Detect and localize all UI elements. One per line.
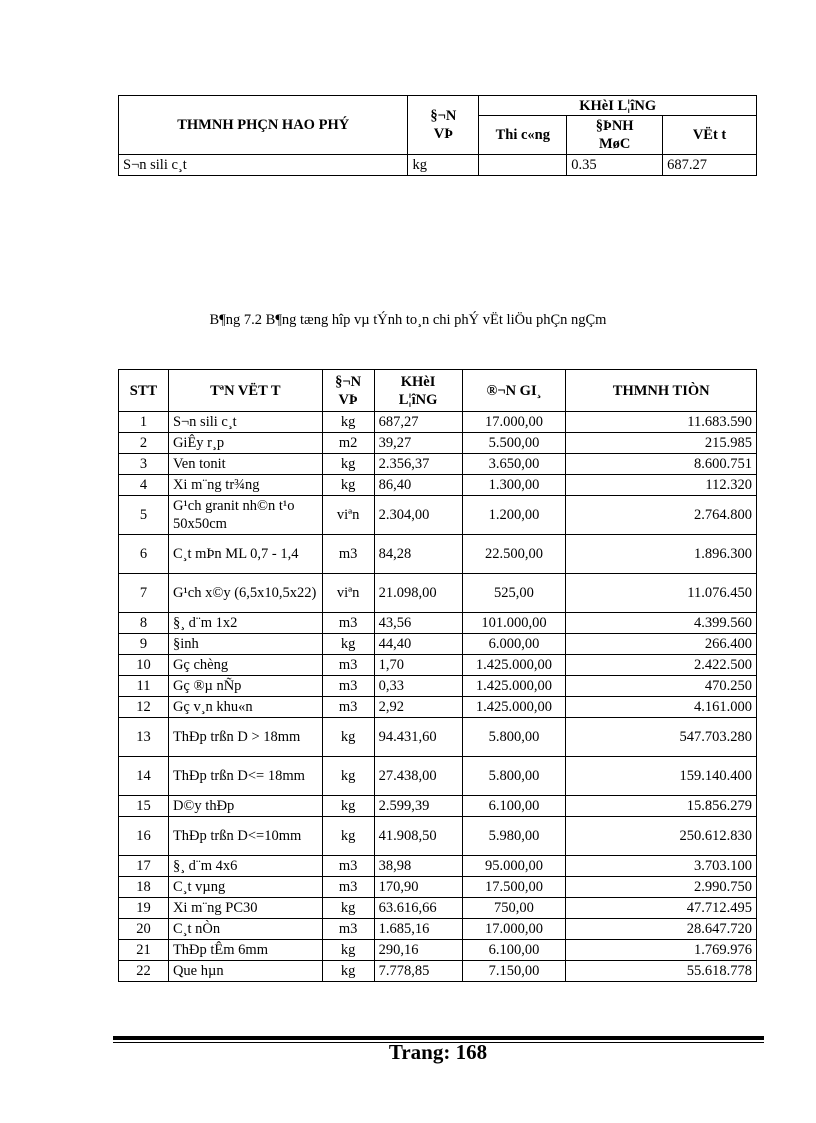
cell-unit-price: 95.000,00 (462, 856, 566, 877)
cell-unit: m3 (322, 919, 374, 940)
cell-amount: 55.618.778 (566, 961, 757, 982)
header-unit (408, 96, 479, 155)
cell-unit-price: 22.500,00 (462, 535, 566, 574)
header-unit-line2: VÞ (433, 126, 454, 142)
cell-stt: 20 (119, 919, 169, 940)
table-row (119, 817, 757, 856)
cell-name: ThÐp trßn D<=10mm (168, 817, 322, 856)
table-row (119, 574, 757, 613)
cell-unit-price: 7.150,00 (462, 961, 566, 982)
cell-unit-price: 5.800,00 (462, 757, 566, 796)
cell-name: C¸t mÞn ML 0,7 - 1,4 (168, 535, 322, 574)
cell-name: D©y thÐp (168, 796, 322, 817)
table-row (119, 613, 757, 634)
material-consumption-table (118, 95, 757, 176)
cell-unit-price: 5.980,00 (462, 817, 566, 856)
cell-quantity: 86,40 (374, 475, 462, 496)
cell-unit-price: 17.500,00 (462, 877, 566, 898)
cell-quantity: 2,92 (374, 697, 462, 718)
table-row (119, 961, 757, 982)
cell-amount: 4.399.560 (566, 613, 757, 634)
cell-stt: 4 (119, 475, 169, 496)
cell-stt: 5 (119, 496, 169, 535)
cell-stt: 2 (119, 433, 169, 454)
header-quantity-line1: KHèI (400, 373, 436, 390)
cell-unit: m3 (322, 697, 374, 718)
cell-amount: 2.764.800 (566, 496, 757, 535)
table-row (119, 433, 757, 454)
table-row (119, 919, 757, 940)
cell-unit-price: 17.000,00 (462, 919, 566, 940)
cell-quantity: 38,98 (374, 856, 462, 877)
cell-stt: 21 (119, 940, 169, 961)
cell-amount: 15.856.279 (566, 796, 757, 817)
cell-unit: kg (322, 796, 374, 817)
cell-name: Gç chèng (168, 655, 322, 676)
cell-stt: 12 (119, 697, 169, 718)
cell-stt: 9 (119, 634, 169, 655)
cell-quantity: 41.908,50 (374, 817, 462, 856)
cell-name: Ven tonit (168, 454, 322, 475)
cell-unit: m3 (322, 877, 374, 898)
cell-quantity: 43,56 (374, 613, 462, 634)
cell-amount: 3.703.100 (566, 856, 757, 877)
header-construction: Thi c«ng (479, 116, 567, 155)
cell-unit: m2 (322, 433, 374, 454)
table-row (119, 877, 757, 898)
cell-unit: kg (322, 412, 374, 433)
cell-quantity: 7.778,85 (374, 961, 462, 982)
cell-unit-price: 1.200,00 (462, 496, 566, 535)
cell-amount: 547.703.280 (566, 718, 757, 757)
cell-unit-price: 6.100,00 (462, 940, 566, 961)
cell-unit: m3 (322, 676, 374, 697)
cell-unit-price: 101.000,00 (462, 613, 566, 634)
cell-stt: 13 (119, 718, 169, 757)
cell-unit-price: 1.425.000,00 (462, 655, 566, 676)
cell-amount: 1.769.976 (566, 940, 757, 961)
cell-stt: 10 (119, 655, 169, 676)
header-norm (567, 116, 663, 155)
table-row (119, 796, 757, 817)
cell-name: Gç v¸n khu«n (168, 697, 322, 718)
cell-stt: 3 (119, 454, 169, 475)
table-row (119, 155, 757, 176)
cell-unit: kg (322, 634, 374, 655)
cell-name: ThÐp trßn D<= 18mm (168, 757, 322, 796)
cell-quantity: 84,28 (374, 535, 462, 574)
cell-stt: 14 (119, 757, 169, 796)
cell-quantity: 2.304,00 (374, 496, 462, 535)
header-material: VËt t (663, 116, 757, 155)
cell-name: §inh (168, 634, 322, 655)
cell-unit: m3 (322, 535, 374, 574)
header-name: TªN VËT T (168, 370, 322, 412)
cell-stt: 11 (119, 676, 169, 697)
cell-quantity: 0,33 (374, 676, 462, 697)
table-row (119, 496, 757, 535)
cell-unit: m3 (322, 613, 374, 634)
cell-unit: kg (322, 757, 374, 796)
cell-amount: 11.683.590 (566, 412, 757, 433)
cell-unit-price: 525,00 (462, 574, 566, 613)
cell-unit-price: 1.300,00 (462, 475, 566, 496)
cell-name: GiÊy r¸p (168, 433, 322, 454)
cell-quantity: 170,90 (374, 877, 462, 898)
cell-quantity: 2.599,39 (374, 796, 462, 817)
cell-stt: 22 (119, 961, 169, 982)
cell-construction (479, 155, 567, 176)
cell-unit-price: 1.425.000,00 (462, 697, 566, 718)
cell-name: G¹ch granit nh©n t¹o 50x50cm (168, 496, 322, 535)
cell-material: 687.27 (663, 155, 757, 176)
cell-unit: viªn (322, 574, 374, 613)
cell-amount: 2.990.750 (566, 877, 757, 898)
table-row (119, 634, 757, 655)
cell-quantity: 63.616,66 (374, 898, 462, 919)
cell-unit-price: 750,00 (462, 898, 566, 919)
table-row (119, 898, 757, 919)
cell-amount: 11.076.450 (566, 574, 757, 613)
cell-amount: 8.600.751 (566, 454, 757, 475)
cell-unit: kg (322, 898, 374, 919)
cell-unit-price: 5.500,00 (462, 433, 566, 454)
cell-amount: 250.612.830 (566, 817, 757, 856)
cell-quantity: 2.356,37 (374, 454, 462, 475)
cell-quantity: 290,16 (374, 940, 462, 961)
cell-amount: 47.712.495 (566, 898, 757, 919)
cell-unit-price: 3.650,00 (462, 454, 566, 475)
table-row (119, 454, 757, 475)
cell-unit-price: 5.800,00 (462, 718, 566, 757)
header-norm-line1: §ÞNH (595, 118, 634, 134)
table-row (119, 676, 757, 697)
header-unit-line2: VÞ (338, 391, 358, 408)
table-row (119, 940, 757, 961)
table-row (119, 697, 757, 718)
table-row (119, 655, 757, 676)
cell-stt: 6 (119, 535, 169, 574)
cell-unit-price: 6.100,00 (462, 796, 566, 817)
cell-name: Que hµn (168, 961, 322, 982)
header-stt: STT (119, 370, 169, 412)
cell-unit-price: 17.000,00 (462, 412, 566, 433)
header-amount: THMNH TIÒN (566, 370, 757, 412)
cell-unit-price: 6.000,00 (462, 634, 566, 655)
cell-amount: 215.985 (566, 433, 757, 454)
cell-amount: 266.400 (566, 634, 757, 655)
cell-name: C¸t vµng (168, 877, 322, 898)
cell-name: Xi m¨ng tr¾ng (168, 475, 322, 496)
cell-amount: 159.140.400 (566, 757, 757, 796)
cell-unit: kg (322, 817, 374, 856)
cell-name: ThÐp trßn D > 18mm (168, 718, 322, 757)
page-number: Trang: 168 (388, 1040, 488, 1064)
cell-quantity: 27.438,00 (374, 757, 462, 796)
cell-name: Gç ®µ nÑp (168, 676, 322, 697)
cell-quantity: 1,70 (374, 655, 462, 676)
cell-unit: viªn (322, 496, 374, 535)
header-unit-price: ®¬N GI¸ (462, 370, 566, 412)
cell-unit: kg (322, 940, 374, 961)
header-component: THMNH PHÇN HAO PHÝ (119, 96, 408, 155)
cell-stt: 8 (119, 613, 169, 634)
cell-stt: 1 (119, 412, 169, 433)
cell-name: Xi m¨ng PC30 (168, 898, 322, 919)
cell-stt: 17 (119, 856, 169, 877)
table-row (119, 718, 757, 757)
table-row (119, 412, 757, 433)
cell-name: S¬n sili c¸t (168, 412, 322, 433)
cell-stt: 15 (119, 796, 169, 817)
cell-amount: 470.250 (566, 676, 757, 697)
cell-amount: 28.647.720 (566, 919, 757, 940)
header-quantity (374, 370, 462, 412)
cell-quantity: 39,27 (374, 433, 462, 454)
cell-name: §¸ d¨m 4x6 (168, 856, 322, 877)
table-caption: B¶ng 7.2 B¶ng tæng hîp vµ tÝnh to¸n chi phÝ vËt liÖu phÇn ngÇm (209, 312, 607, 328)
cell-unit: m3 (322, 655, 374, 676)
header-norm-line2: MøC (598, 136, 631, 152)
cell-unit-price: 1.425.000,00 (462, 676, 566, 697)
cell-amount: 1.896.300 (566, 535, 757, 574)
header-unit-line1: §¬N (335, 373, 362, 390)
cell-unit: kg (322, 454, 374, 475)
cell-norm: 0.35 (567, 155, 663, 176)
cell-stt: 19 (119, 898, 169, 919)
cell-name: §¸ d¨m 1x2 (168, 613, 322, 634)
cell-quantity: 44,40 (374, 634, 462, 655)
cell-amount: 4.161.000 (566, 697, 757, 718)
header-quantity-line2: L¦îNG (398, 391, 438, 408)
table-body (119, 412, 757, 982)
cell-name: ThÐp tÊm 6mm (168, 940, 322, 961)
cell-amount: 2.422.500 (566, 655, 757, 676)
cell-name: C¸t nÒn (168, 919, 322, 940)
cell-stt: 16 (119, 817, 169, 856)
cell-name: S¬n sili c¸t (119, 155, 408, 176)
table-row (119, 535, 757, 574)
header-unit-line1: §¬N (430, 108, 457, 124)
cell-amount: 112.320 (566, 475, 757, 496)
cell-unit: kg (408, 155, 479, 176)
cell-stt: 7 (119, 574, 169, 613)
cell-unit: kg (322, 718, 374, 757)
cell-unit: kg (322, 475, 374, 496)
cell-name: G¹ch x©y (6,5x10,5x22) (168, 574, 322, 613)
table-row (119, 475, 757, 496)
cell-quantity: 1.685,16 (374, 919, 462, 940)
header-quantity-group: KHèI L¦îNG (479, 96, 757, 116)
cell-quantity: 687,27 (374, 412, 462, 433)
header-unit (322, 370, 374, 412)
cell-unit: kg (322, 961, 374, 982)
cell-unit: m3 (322, 856, 374, 877)
table-row (119, 856, 757, 877)
cell-quantity: 94.431,60 (374, 718, 462, 757)
cost-summary-table (118, 369, 757, 982)
table-row (119, 757, 757, 796)
cell-stt: 18 (119, 877, 169, 898)
cell-quantity: 21.098,00 (374, 574, 462, 613)
